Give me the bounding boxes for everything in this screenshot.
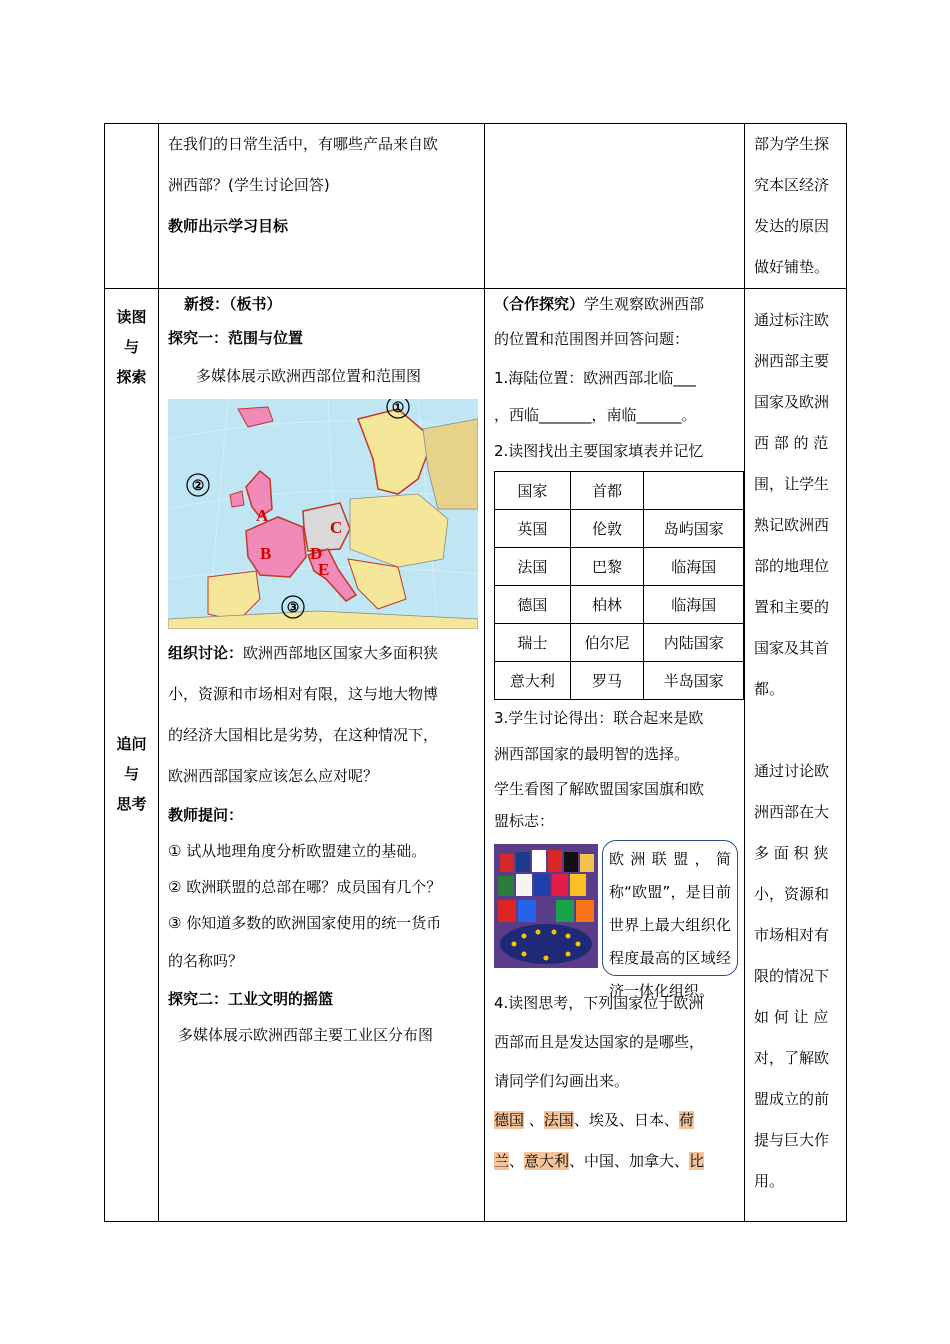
table-cell: 内陆国家 [644, 624, 744, 662]
row1-label-cell [105, 124, 159, 289]
intent-line: 国家及欧洲 [754, 393, 830, 411]
table-cell: 伦敦 [570, 510, 644, 548]
table-cell: 国家 [495, 472, 571, 510]
discussion-text: 小，资源和市场相对有限，这与地大物博 [168, 685, 439, 703]
label-read-explore: 读图 与 探索 [116, 308, 147, 386]
intent-line: 国家及其首 [754, 639, 830, 657]
intent-line: 市场相对有 [754, 926, 830, 944]
table-cell: 临海国 [644, 548, 744, 586]
highlighted-country: 意大利 [524, 1152, 570, 1170]
table-cell: 德国 [495, 586, 571, 624]
map-label: D [310, 544, 323, 563]
question-item: ① 试从地理角度分析欧盟建立的基础。 [168, 842, 427, 860]
table-cell: 首都 [570, 472, 644, 510]
map-label: ② [191, 479, 205, 494]
intent-line: 部的地理位 [754, 557, 830, 575]
table-cell: 瑞士 [495, 624, 571, 662]
highlighted-country: 法国 [543, 1111, 574, 1129]
row1-intent-cell [745, 124, 847, 289]
row2-intent-cell [745, 289, 847, 1222]
intent-line: 用。 [754, 1172, 785, 1190]
table-row [105, 289, 847, 1222]
countries-table [494, 471, 744, 700]
row1-line2: 洲西部？(学生讨论回答) [168, 176, 330, 194]
label-ask-think: 追问 与 思考 [116, 735, 147, 813]
table-row [495, 624, 744, 662]
intent-block [745, 289, 846, 1202]
map-label: B [260, 544, 272, 563]
intent-line: 小，资源和 [754, 885, 830, 903]
map-label: A [256, 506, 269, 525]
countries-line-1: 德国 、法国、埃及、日本、荷 [494, 1111, 694, 1129]
row1-line3: 教师出示学习目标 [168, 217, 289, 235]
table-row [495, 510, 744, 548]
intent-line: 围，让学生 [754, 475, 830, 493]
europe-map-image [168, 399, 478, 629]
intent-line: 发达的原因 [754, 217, 830, 235]
map-label: ③ [286, 601, 300, 616]
question-3a: 3.学生讨论得出：联合起来是欧 [494, 709, 704, 727]
table-row [495, 472, 744, 510]
question-item: ③ 你知道多数的欧洲国家使用的统一货币 [168, 914, 442, 932]
intent-line: 如 何 让 应 [754, 1008, 829, 1026]
table-cell: 柏林 [570, 586, 644, 624]
map-label: C [330, 518, 343, 537]
explore-one-title: 探究一：范围与位置 [168, 329, 304, 347]
eu-flags-image [494, 844, 598, 968]
map-label: E [318, 560, 330, 579]
row2-student-cell [485, 289, 745, 1222]
table-cell: 伯尔尼 [570, 624, 644, 662]
intent-line: 部为学生探 [754, 135, 830, 153]
row1-line1: 在我们的日常生活中，有哪些产品来自欧 [168, 135, 439, 153]
table-row [495, 548, 744, 586]
discussion-block [168, 633, 478, 797]
explore-two-title: 探究二：工业文明的摇篮 [168, 990, 334, 1008]
new-lesson-heading: 新授：（板书） [184, 295, 282, 313]
media-caption-2: 多媒体展示欧洲西部主要工业区分布图 [178, 1026, 434, 1044]
question-1a: 1.海陆位置：欧洲西部北临___ [494, 369, 696, 387]
intent-line: 提与巨大作 [754, 1131, 830, 1149]
map-label: ① [391, 401, 405, 416]
discussion-text: 欧洲西部国家应该怎么应对呢？ [168, 767, 379, 785]
question-4b: 西部而且是发达国家的是哪些， [494, 1033, 705, 1051]
row1-teacher-cell [159, 124, 485, 289]
highlighted-country: 荷 [678, 1111, 694, 1129]
intent-line: 对，了解欧 [754, 1049, 830, 1067]
question-item: 的名称吗？ [168, 952, 244, 970]
discussion-label: 组织讨论： [168, 644, 244, 662]
table-cell: 岛屿国家 [644, 510, 744, 548]
countries-line-2: 兰、意大利、中国、加拿大、比 [494, 1152, 705, 1170]
eu-figure [494, 840, 738, 1000]
highlighted-country: 德国 [494, 1111, 525, 1129]
table-cell [644, 472, 744, 510]
table-row [495, 662, 744, 700]
question-item: ② 欧洲联盟的总部在哪？成员国有几个？ [168, 878, 442, 896]
intent-line: 多 面 积 狭 [754, 844, 829, 862]
intent-line: 通过标注欧 [754, 311, 830, 329]
intent-line: 都。 [754, 680, 785, 698]
intent-line: 盟成立的前 [754, 1090, 830, 1108]
question-3d: 盟标志： [494, 812, 555, 830]
intent-spacer [754, 710, 846, 751]
question-4a: 4.读图思考，下列国家位于欧洲 [494, 994, 704, 1012]
intent-line: 做好铺垫。 [754, 258, 830, 276]
table-cell: 巴黎 [570, 548, 644, 586]
europe-map-svg [168, 399, 478, 629]
question-4c: 请同学们勾画出来。 [494, 1072, 630, 1090]
intent-line: 洲西部在大 [754, 803, 830, 821]
table-cell: 意大利 [495, 662, 571, 700]
table-cell: 罗马 [570, 662, 644, 700]
table-cell: 临海国 [644, 586, 744, 624]
questions-block [168, 797, 478, 981]
row2-label-cell [105, 289, 159, 1222]
row2-teacher-cell [159, 289, 485, 1222]
table-row [105, 124, 847, 289]
eu-definition-callout: 欧洲联盟，简称“欧盟”，是目前世界上最大组织化程度最高的区域经济一体化组织。 [602, 840, 738, 976]
intent-line: 通过讨论欧 [754, 762, 830, 780]
questions-label: 教师提问： [168, 806, 244, 824]
question-2: 2.读图找出主要国家填表并记忆 [494, 442, 704, 460]
table-cell: 半岛国家 [644, 662, 744, 700]
row1-student-cell [485, 124, 745, 289]
question-1b: ，西临_______，南临______。 [494, 406, 697, 424]
student-intro-2: 的位置和范围图并回答问题： [494, 330, 690, 348]
intent-line: 究本区经济 [754, 176, 830, 194]
intent-line: 西 部 的 范 [754, 434, 829, 452]
intent-line: 洲西部主要 [754, 352, 830, 370]
question-3b: 洲西部国家的最明智的选择。 [494, 745, 690, 763]
intent-line: 置和主要的 [754, 598, 830, 616]
highlighted-country: 兰 [494, 1152, 510, 1170]
student-intro: （合作探究）学生观察欧洲西部 [494, 295, 705, 313]
discussion-text: 的经济大国相比是劣势，在这种情况下， [168, 726, 439, 744]
question-3c: 学生看图了解欧盟国家国旗和欧 [494, 780, 705, 798]
highlighted-country: 比 [689, 1152, 705, 1170]
discussion-text: 欧洲西部地区国家大多面积狭 [243, 644, 439, 662]
intent-line: 熟记欧洲西 [754, 516, 830, 534]
media-caption-1: 多媒体展示欧洲西部位置和范围图 [196, 367, 422, 385]
table-cell: 法国 [495, 548, 571, 586]
lesson-plan-table [104, 123, 847, 1222]
intent-line: 限的情况下 [754, 967, 830, 985]
table-cell: 英国 [495, 510, 571, 548]
table-row [495, 586, 744, 624]
